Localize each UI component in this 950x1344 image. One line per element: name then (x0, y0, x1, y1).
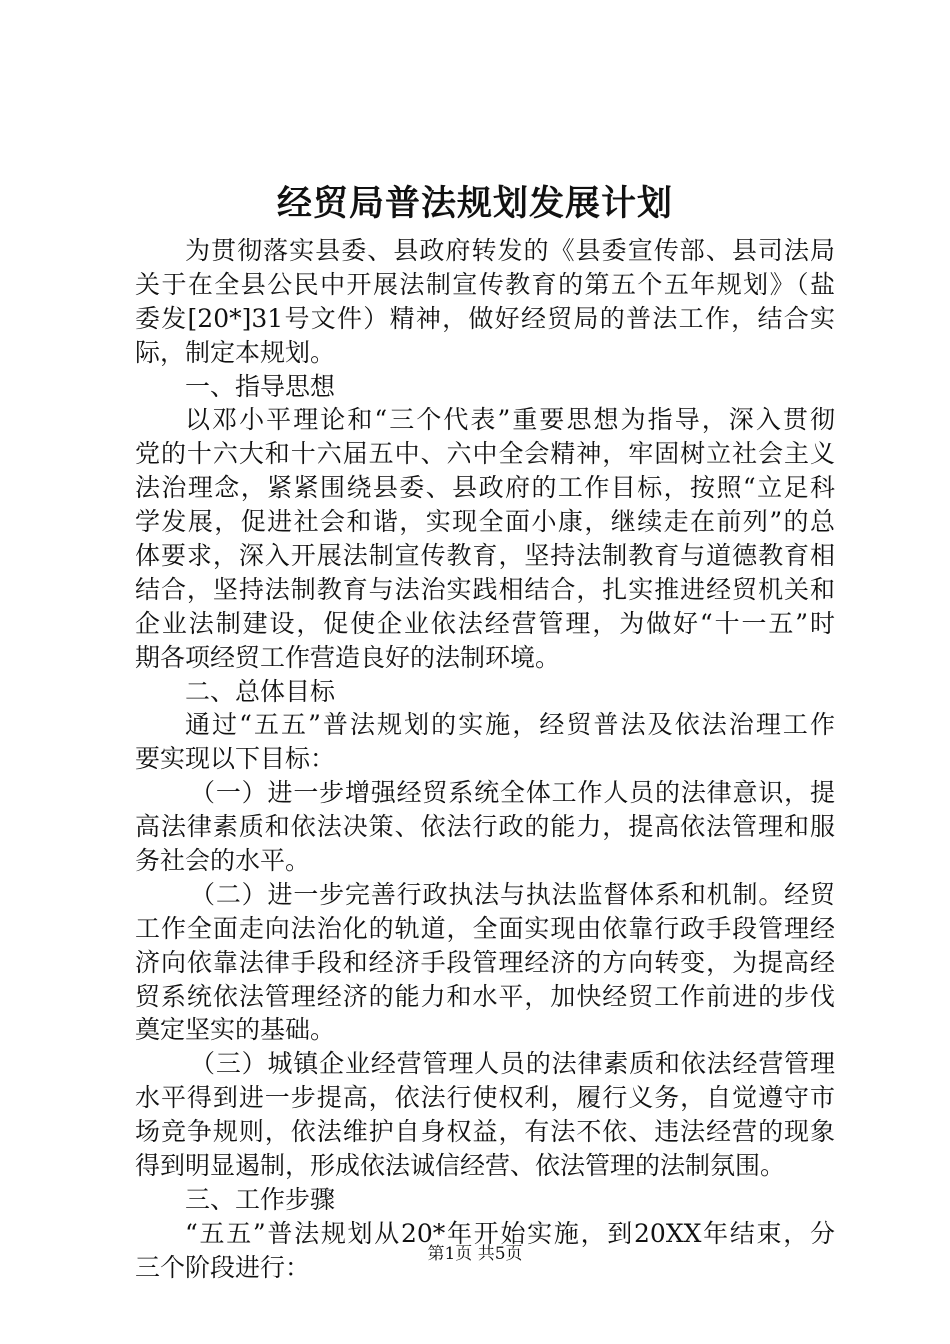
paragraph-line: 得到明显遏制，形成依法诚信经营、依法管理的法制氛围。 (135, 1151, 786, 1181)
paragraph-line: 奠定坚实的基础。 (135, 1015, 336, 1045)
paragraph-line: 三个阶段进行： (135, 1252, 311, 1282)
paragraph-line: 工作全面走向法治化的轨道，全面实现由依靠行政手段管理经 (135, 913, 835, 943)
section-heading: 三、工作步骤 (185, 1184, 336, 1214)
paragraph-line: 场竞争规则，依法维护自身权益，有法不依、违法经营的现象 (135, 1117, 835, 1147)
paragraph-line: 党的十六大和十六届五中、六中全会精神，牢固树立社会主义 (135, 439, 835, 469)
page-footer: 第1页 共5页 (427, 1244, 523, 1264)
paragraph-line: 结合，坚持法制教育与法治实践相结合，扎实推进经贸机关和 (135, 574, 835, 604)
paragraph-line: （三）城镇企业经营管理人员的法律素质和依法经营管理 (190, 1049, 835, 1079)
paragraph-line: 法治理念，紧紧围绕县委、县政府的工作目标，按照“立足科 (135, 473, 835, 503)
paragraph-line: （一）进一步增强经贸系统全体工作人员的法律意识，提 (190, 778, 835, 808)
section-heading: 一、指导思想 (185, 371, 336, 401)
paragraph-line: 为贯彻落实县委、县政府转发的《县委宣传部、县司法局 (185, 236, 835, 265)
paragraph-line: 体要求，深入开展法制宣传教育，坚持法制教育与道德教育相 (135, 541, 835, 571)
paragraph-line: 学发展，促进社会和谐，实现全面小康，继续走在前列”的总 (135, 507, 835, 537)
paragraph-line: （二）进一步完善行政执法与执法监督体系和机制。经贸 (190, 879, 835, 909)
paragraph-line: 际，制定本规划。 (135, 337, 336, 367)
paragraph-line: 贸系统依法管理经济的能力和水平，加快经贸工作前进的步伐 (135, 981, 835, 1011)
paragraph-line: 期各项经贸工作营造良好的法制环境。 (135, 642, 561, 672)
document-title: 经贸局普法规划发展计划 (276, 183, 673, 224)
paragraph-line: 关于在全县公民中开展法制宣传教育的第五个五年规划》（盐 (135, 269, 835, 299)
paragraph-line: 务社会的水平。 (135, 846, 311, 876)
paragraph-line: 通过“五五”普法规划的实施，经贸普法及依法治理工作 (185, 710, 835, 740)
paragraph-line: 高法律素质和依法决策、依法行政的能力，提高依法管理和服 (135, 812, 835, 842)
paragraph-line: 水平得到进一步提高，依法行使权利，履行义务，自觉遵守市 (135, 1083, 835, 1113)
paragraph-line: “五五”普法规划从20*年开始实施，到20XX年结束，分 (185, 1218, 835, 1248)
paragraph-line: 企业法制建设，促使企业依法经营管理，为做好“十一五”时 (135, 608, 835, 638)
paragraph-line: 委发[20*]31号文件）精神，做好经贸局的普法工作，结合实 (135, 303, 835, 333)
paragraph-line: 以邓小平理论和“三个代表”重要思想为指导，深入贯彻 (185, 405, 835, 435)
section-heading: 二、总体目标 (185, 676, 336, 706)
paragraph-line: 要实现以下目标： (135, 744, 336, 774)
paragraph-line: 济向依靠法律手段和经济手段管理经济的方向转变，为提高经 (135, 947, 835, 977)
document-body (135, 234, 835, 1285)
